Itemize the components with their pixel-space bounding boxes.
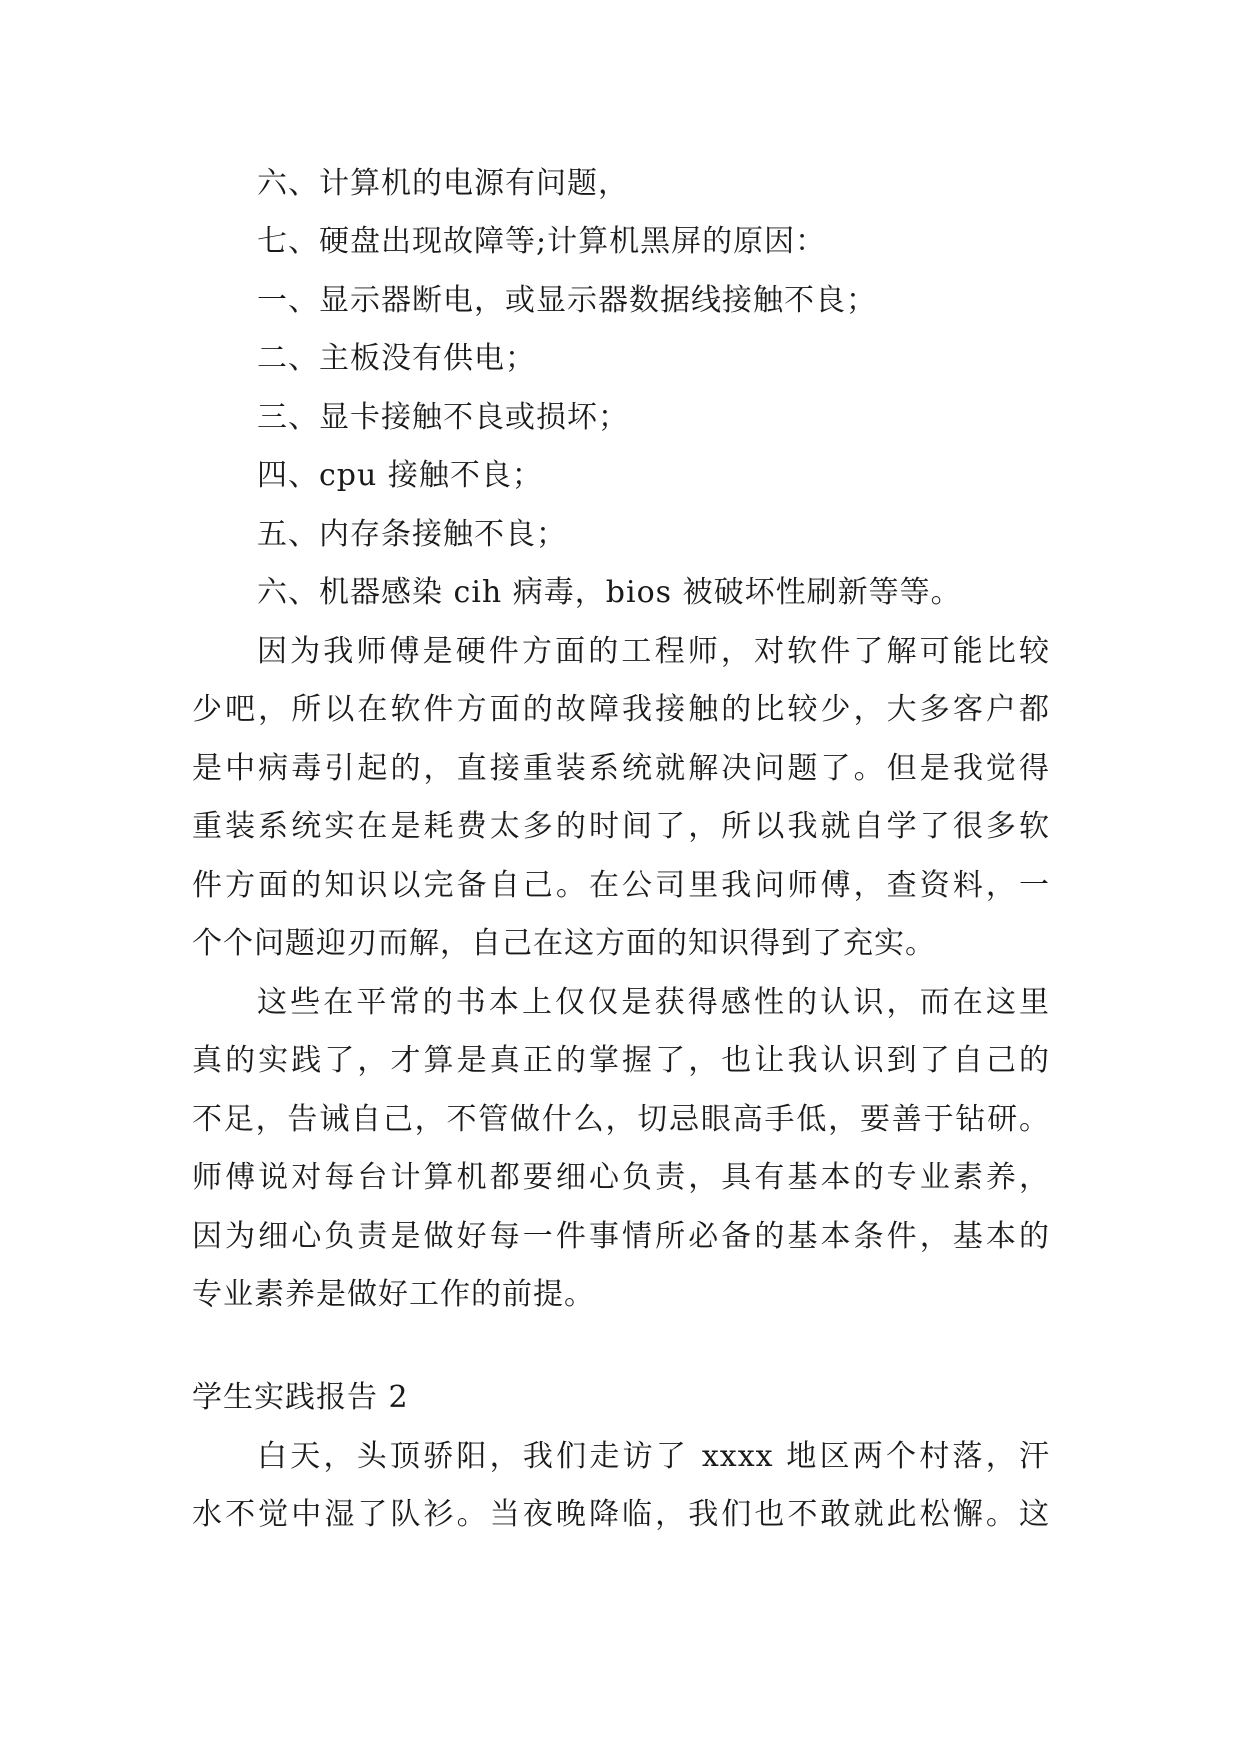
paragraph-line: 白天，头顶骄阳，我们走访了 xxxx 地区两个村落，汗: [257, 1439, 1050, 1474]
list-line: 七、硬盘出现故障等;计算机黑屏的原因：: [257, 224, 827, 259]
section-heading: 学生实践报告 2: [192, 1380, 409, 1415]
paragraph-line: 少吧，所以在软件方面的故障我接触的比较少，大多客户都: [192, 692, 1050, 727]
paragraph-line: 重装系统实在是耗费太多的时间了，所以我就自学了很多软: [192, 809, 1050, 844]
paragraph-line: 是中病毒引起的，直接重装系统就解决问题了。但是我觉得: [192, 751, 1050, 786]
paragraph-line: 因为我师傅是硬件方面的工程师，对软件了解可能比较: [257, 634, 1050, 669]
paragraph-line: 师傅说对每台计算机都要细心负责，具有基本的专业素养，: [192, 1160, 1050, 1195]
list-line: 四、cpu 接触不良；: [257, 458, 543, 493]
list-line: 六、机器感染 cih 病毒，bios 被破坏性刷新等等。: [257, 575, 962, 610]
paragraph-line: 个个问题迎刃而解，自己在这方面的知识得到了充实。: [192, 926, 936, 961]
list-line: 三、显卡接触不良或损坏；: [257, 400, 629, 435]
list-line: 一、显示器断电，或显示器数据线接触不良；: [257, 283, 877, 318]
paragraph-line: 这些在平常的书本上仅仅是获得感性的认识，而在这里: [257, 985, 1050, 1020]
paragraph-line: 水不觉中湿了队衫。当夜晚降临，我们也不敢就此松懈。这: [192, 1497, 1050, 1532]
paragraph-line: 不足，告诫自己，不管做什么，切忌眼高手低，要善于钻研。: [192, 1102, 1050, 1137]
paragraph-line: 件方面的知识以完备自己。在公司里我问师傅，查资料，一: [192, 868, 1050, 903]
list-line: 六、计算机的电源有问题，: [257, 166, 629, 201]
paragraph-line: 专业素养是做好工作的前提。: [192, 1277, 595, 1312]
list-line: 五、内存条接触不良；: [257, 517, 567, 552]
paragraph-line: 真的实践了，才算是真正的掌握了，也让我认识到了自己的: [192, 1043, 1050, 1078]
paragraph-line: 因为细心负责是做好每一件事情所必备的基本条件，基本的: [192, 1219, 1050, 1254]
list-line: 二、主板没有供电；: [257, 341, 536, 376]
